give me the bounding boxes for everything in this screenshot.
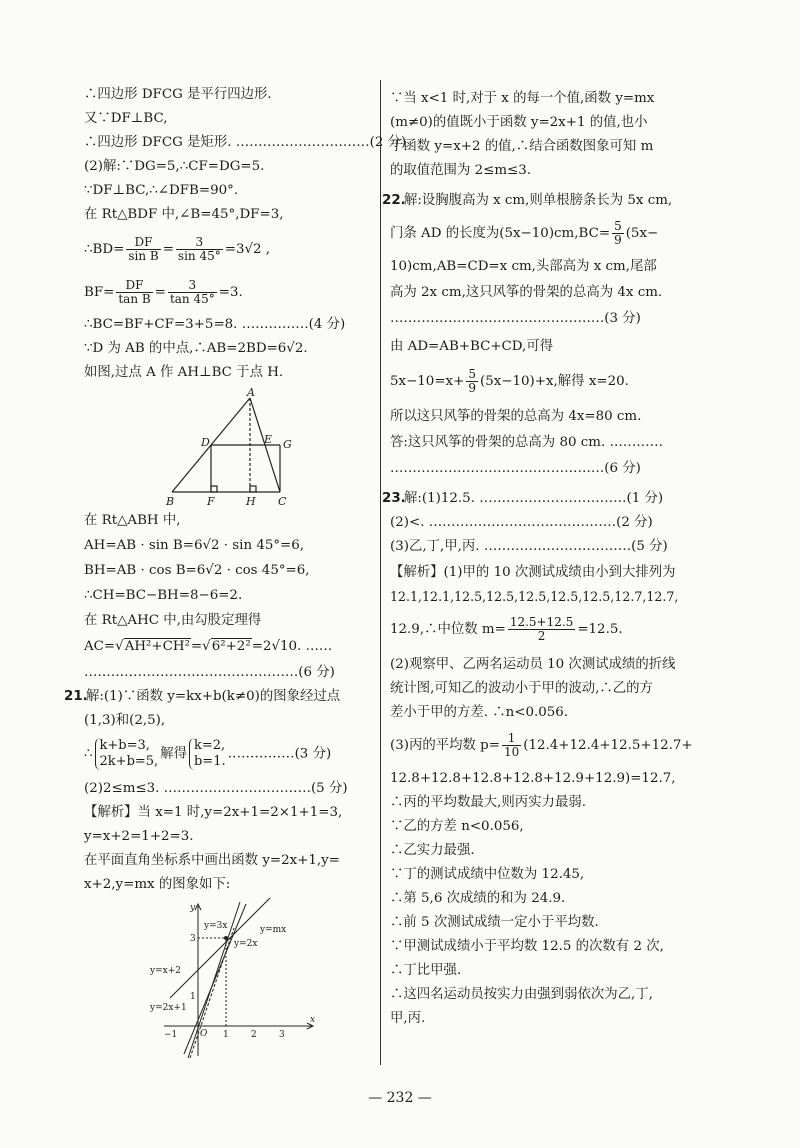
- text-line: 于函数 y=x+2 的值,∴结合函数图象可知 m: [390, 139, 654, 154]
- text-line: 统计图,可知乙的波动小于甲的波动,∴乙的方: [390, 681, 653, 696]
- text-line: 差小于甲的方差. ∴n<0.056.: [390, 705, 569, 720]
- question-number: 21.: [64, 689, 88, 704]
- point-label-f: F: [207, 495, 215, 508]
- text-line: 又∵DF⊥BC,: [84, 111, 168, 126]
- text-line: …………………………………………(3 分): [390, 311, 641, 326]
- tick-label: 1: [190, 992, 196, 1002]
- text-line: (2)<. ……………………………………(2 分): [390, 515, 653, 530]
- text-line: ∴丙的平均数最大,则丙实力最弱.: [390, 795, 586, 810]
- point-label-e: E: [264, 433, 273, 446]
- equation-bc: 门条 AD 的长度为(5x−10)cm,BC= $\frac{5}{9}$ (5x−: [390, 219, 659, 247]
- tick-label: −1: [164, 1030, 178, 1040]
- text-line: ∵D 为 AB 的中点,∴AB=2BD=6√2.: [84, 341, 308, 356]
- column-divider: [380, 80, 381, 1065]
- text-line: ∴第 5,6 次成绩的和为 24.9.: [390, 891, 566, 906]
- equation-median: 12.9,∴中位数 m= $\frac{12.5+12.5}{2}$ =12.5.: [390, 615, 623, 643]
- text-line: ∴CH=BC−BH=8−6=2.: [84, 588, 243, 603]
- text-line: y=x+2=1+2=3.: [84, 829, 194, 844]
- line-label-y3x: y=3x: [204, 921, 228, 931]
- point-label-d: D: [201, 436, 210, 449]
- text-line: ∵丁的测试成绩中位数为 12.45,: [390, 867, 585, 882]
- text-line: 解:(1)12.5. ……………………………(1 分): [404, 491, 664, 506]
- tick-label: 3: [279, 1030, 285, 1040]
- text-line: …………………………………………(6 分): [84, 665, 335, 680]
- text-line: 所以这只风筝的骨架的总高为 4x=80 cm.: [390, 409, 642, 424]
- text-line: 由 AD=AB+BC+CD,可得: [390, 339, 554, 354]
- text-line: 答:这只风筝的骨架的总高为 80 cm. …………: [390, 435, 664, 450]
- line-label-yx2: y=x+2: [150, 966, 181, 976]
- equation-system: ∴ k+b=3, 2k+b=5, 解得 k=2, b=1. ……………(3 分): [84, 738, 332, 769]
- text-line: ∴乙实力最强.: [390, 843, 475, 858]
- text-line: ∴四边形 DFCG 是平行四边形.: [84, 87, 272, 102]
- triangle-figure: [84, 388, 304, 508]
- text-line: 【解析】(1)甲的 10 次测试成绩由小到大排列为: [390, 565, 676, 580]
- line-label-ymx: y=mx: [260, 925, 287, 935]
- fraction: $\frac{5}{9}$: [614, 219, 622, 247]
- text-line: (m≠0)的值既小于函数 y=2x+1 的值,也小: [390, 115, 648, 130]
- text-line: ∴丁比甲强.: [390, 963, 462, 978]
- fraction: $\frac{3}{\tan 45^\circ}$: [169, 278, 215, 306]
- text-line: …………………………………………(6 分): [390, 461, 641, 476]
- text-line: 在 Rt△AHC 中,由勾股定理得: [84, 613, 262, 628]
- text-line: 如图,过点 A 作 AH⊥BC 于点 H.: [84, 365, 284, 380]
- text-line: BH=AB · cos B=6√2 · cos 45°=6,: [84, 563, 310, 578]
- fraction: $\frac{DF}{\text{tan B}}$: [118, 278, 151, 306]
- text-line: 在 Rt△BDF 中,∠B=45°,DF=3,: [84, 207, 284, 222]
- point-label-b: B: [166, 495, 175, 508]
- text-line: 甲,丙.: [390, 1011, 426, 1026]
- text-line: ∴四边形 DFCG 是矩形. …………………………(2 分): [84, 135, 407, 150]
- text-line: ∵乙的方差 n<0.056,: [390, 819, 524, 834]
- fraction: $\frac{DF}{\text{sin B}}$: [128, 235, 159, 263]
- axis-label-y: y: [190, 903, 196, 913]
- text-line: 10)cm,AB=CD=x cm,头部高为 x cm,尾部: [390, 259, 657, 274]
- tick-label: 2: [251, 1030, 257, 1040]
- point-label-g: G: [283, 438, 292, 451]
- text-line: x+2,y=mx 的图象如下:: [84, 877, 231, 892]
- text-line: 12.8+12.8+12.8+12.8+12.9+12.9)=12.7,: [390, 771, 676, 786]
- text-line: 解:(1)∵函数 y=kx+b(k≠0)的图象经过点: [86, 689, 341, 704]
- tick-label: 1: [223, 1030, 229, 1040]
- text-line: 12.1,12.1,12.5,12.5,12.5,12.5,12.5,12.7,12.7,: [390, 589, 679, 604]
- tick-label: 3: [190, 934, 196, 944]
- point-label-h: H: [246, 495, 256, 508]
- axis-label-x: x: [310, 1015, 316, 1025]
- text-line: ∴这四名运动员按实力由强到弱依次为乙,丁,: [390, 987, 653, 1002]
- text-line: ∵甲测试成绩小于平均数 12.5 的次数有 2 次,: [390, 939, 664, 954]
- function-graph: [150, 898, 330, 1058]
- text-line: ∵DF⊥BC,∴∠DFB=90°.: [84, 183, 239, 198]
- equation-brace: k=2, b=1.: [189, 738, 226, 770]
- text-line: 【解析】当 x=1 时,y=2x+1=2×1+1=3,: [84, 805, 343, 820]
- text-line: 在平面直角坐标系中画出函数 y=2x+1,y=: [84, 853, 340, 868]
- fraction: $\frac{1}{10}$: [503, 731, 520, 759]
- fraction: $\frac{12.5+12.5}{2}$: [509, 615, 574, 643]
- text-line: 在 Rt△ABH 中,: [84, 513, 181, 528]
- equation-bd: ∴BD= $\frac{DF}{\text{sin B}}$ = $\frac{3}{\sin 45^\circ}$ =3√2 ,: [84, 235, 271, 263]
- text-line: 的取值范围为 2≤m≤3.: [390, 163, 532, 178]
- text-line: (2)2≤m≤3. ……………………………(5 分): [84, 781, 348, 796]
- text-line: AH=AB · sin B=6√2 · sin 45°=6,: [84, 538, 305, 553]
- equation-bf: BF= $\frac{DF}{\text{tan B}}$ = $\frac{3}{\tan 45^\circ}$ =3.: [84, 278, 243, 306]
- page-number: — 232 —: [368, 1090, 432, 1106]
- text-line: 高为 2x cm,这只风筝的骨架的总高为 4x cm.: [390, 285, 663, 300]
- text-line: (1,3)和(2,5),: [84, 713, 166, 728]
- line-label-y2x: y=2x: [234, 939, 258, 949]
- fraction: $\frac{5}{9}$: [468, 367, 476, 395]
- text-line: (2)观察甲、乙两名运动员 10 次测试成绩的折线: [390, 657, 676, 672]
- equation-solve: 5x−10=x+ $\frac{5}{9}$ (5x−10)+x,解得 x=20.: [390, 367, 629, 395]
- text-line: ∴BC=BF+CF=3+5=8. ……………(4 分): [84, 317, 346, 332]
- equation-ac: AC=√AH²+CH²=√6²+2²=2√10. ……: [84, 639, 333, 654]
- text-line: (3)乙,丁,甲,丙. ……………………………(5 分): [390, 539, 668, 554]
- text-line: 解:设胸腹高为 x cm,则单根膀条长为 5x cm,: [404, 193, 673, 208]
- equation-mean: (3)丙的平均数 p= $\frac{1}{10}$ (12.4+12.4+12.5+12.7+: [390, 731, 693, 759]
- question-number: 22.: [382, 193, 406, 208]
- text-line: ∴前 5 次测试成绩一定小于平均数.: [390, 915, 599, 930]
- question-number: 23.: [382, 491, 406, 506]
- line-label-y2x1: y=2x+1: [150, 1003, 187, 1013]
- text-line: ∵当 x<1 时,对于 x 的每一个值,函数 y=mx: [390, 91, 655, 106]
- text-line: (2)解:∵DG=5,∴CF=DG=5.: [84, 159, 265, 174]
- fraction: $\frac{3}{\sin 45^\circ}$: [177, 235, 221, 263]
- point-label-c: C: [278, 495, 287, 508]
- point-label-a: A: [247, 388, 255, 399]
- equation-brace: k+b=3, 2k+b=5,: [95, 738, 159, 770]
- origin-label: O: [200, 1029, 208, 1039]
